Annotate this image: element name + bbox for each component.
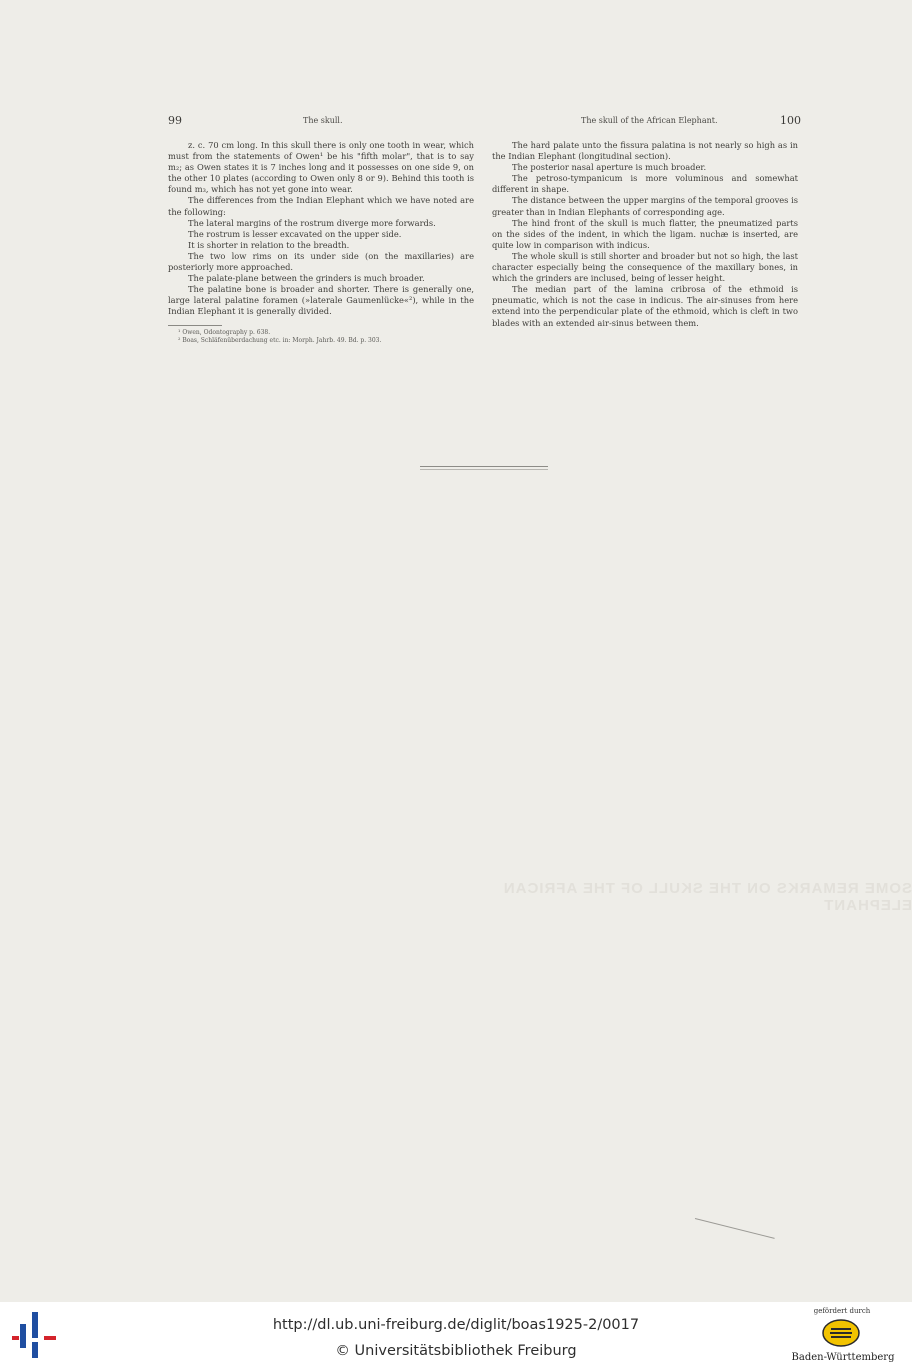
right-text-column xyxy=(492,140,798,329)
paragraph: The hard palate unto the fissura palatina is not nearly so high as in the Indian Elephant (longitudinal section). xyxy=(492,140,798,162)
paragraph: The differences from the Indian Elephant which we have noted are the following: xyxy=(168,195,474,217)
paragraph: The rostrum is lesser excavated on the upper side. xyxy=(188,228,402,239)
paragraph: The median part of the lamina cribrosa of the ethmoid is pneumatic, which is not the case in indicus. The air-sinuses from here extend into the perpendicular plate of the ethmoid, which is cleft in two blades with an extended air-sinus between them. xyxy=(492,284,798,328)
paragraph: It is shorter in relation to the breadth. xyxy=(188,239,350,250)
left-running-title: The skull. xyxy=(303,116,343,125)
paragraph: The palatine bone is broader and shorter. There is generally one, large lateral palatine foramen (»laterale Gaumenlücke«²), while in the Indian Elephant it is generally divided. xyxy=(168,284,474,317)
funder-label: gefördert durch xyxy=(813,1307,871,1315)
paragraph: The posterior nasal aperture is much broader. xyxy=(512,162,707,173)
paragraph: The petroso-tympanicum is more voluminous and somewhat different in shape. xyxy=(492,173,798,195)
paragraph: The two low rims on its under side (on the maxillaries) are posteriorly more approached. xyxy=(168,250,474,273)
footnote: ² Boas, Schläfenüberdachung etc. in: Morph. Jahrb. 49. Bd. p. 303. xyxy=(178,336,382,344)
paragraph: The distance between the upper margins of the temporal grooves is greater than in Indian Elephants of corresponding age. xyxy=(492,195,798,217)
paragraph: The whole skull is still shorter and broader but not so high, the last character especially being the consequence of the maxillary bones, in which the grinders are inclused, being of lesser height. xyxy=(492,250,798,284)
state-seal-icon xyxy=(821,1318,861,1348)
paragraph: The lateral margins of the rostrum diverge more forwards. xyxy=(188,217,436,228)
show-through-heading: SOME REMARKS ON THE SKULL OF THE AFRICAN ELEPHANT xyxy=(502,880,912,914)
paragraph: z. c. 70 cm long. In this skull there is only one tooth in wear, which must from the statements of Owen¹ be his "fifth molar", that is to say m₂; as Owen states it is 7 inches long and it possesses on one side 9, on the other 10 plates (according to Owen only 8 or 9). Behind this tooth is found m₃, which has not yet gone into wear. xyxy=(168,140,474,195)
permalink-url[interactable]: http://dl.ub.uni-freiburg.de/diglit/boas1925-2/0017 xyxy=(272,1317,640,1333)
end-divider xyxy=(420,466,548,467)
copyright-notice: © Universitätsbibliothek Freiburg xyxy=(335,1343,577,1359)
right-page-number: 100 xyxy=(780,114,801,127)
left-page-number: 99 xyxy=(168,114,182,127)
right-running-title: The skull of the African Elephant. xyxy=(581,116,718,125)
end-divider-lower xyxy=(420,469,548,470)
funder-name: Baden-Württemberg xyxy=(791,1352,895,1363)
paragraph: The palate-plane between the grinders is much broader. xyxy=(188,273,425,284)
left-text-column xyxy=(168,140,474,345)
footnote-rule xyxy=(168,325,222,326)
paragraph: The hind front of the skull is much flatter, the pneumatized parts on the sides of the indent, in which the ligam. nuchæ is inserted, are quite low in comparison with indicus. xyxy=(492,217,798,250)
footnote: ¹ Owen, Odontography p. 638. xyxy=(178,328,271,336)
pencil-mark xyxy=(695,1218,775,1239)
